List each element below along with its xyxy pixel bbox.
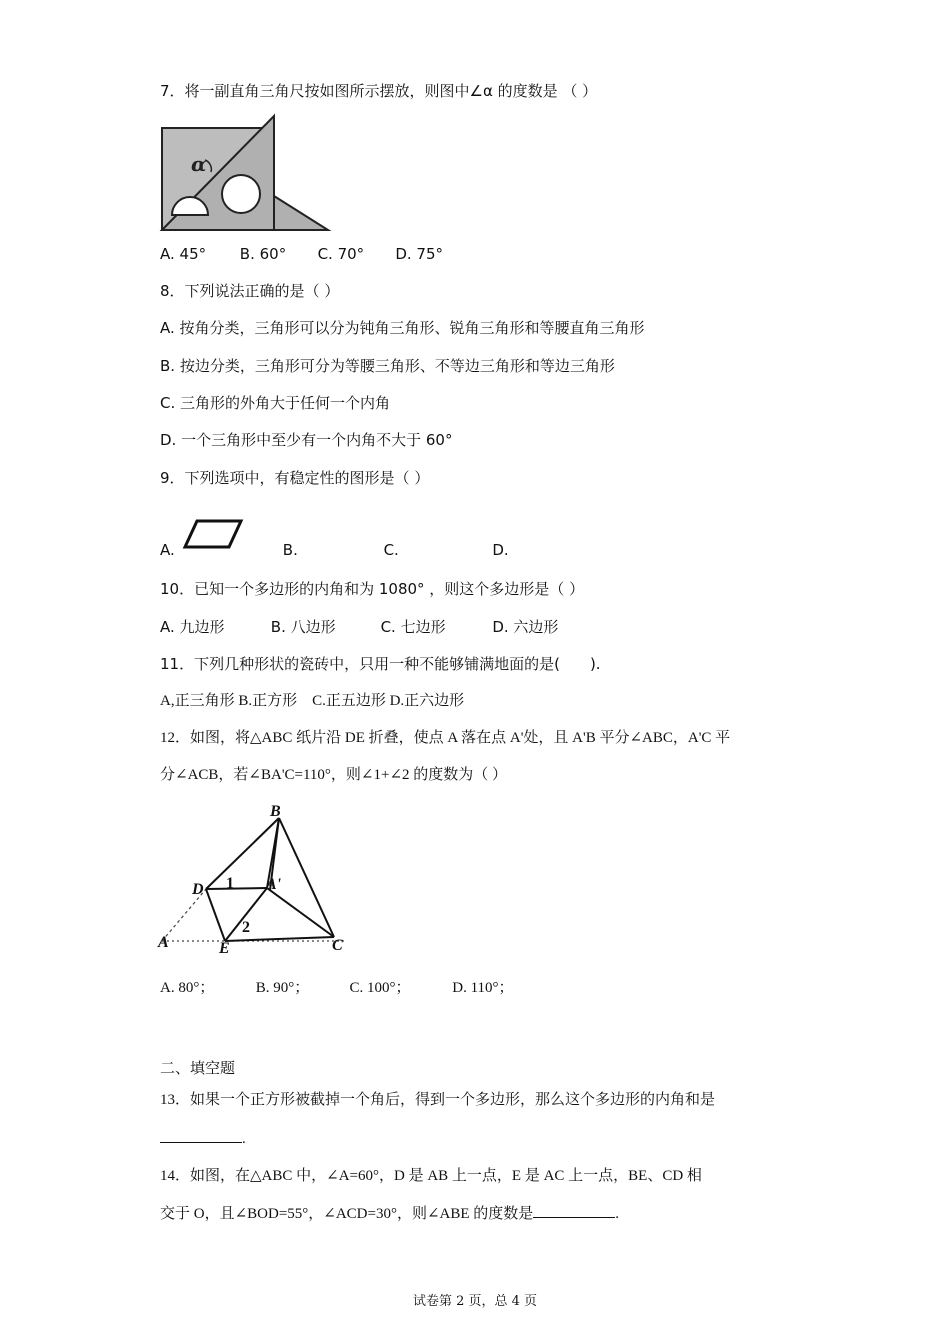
segment-dap bbox=[206, 888, 267, 889]
q14-answer-blank[interactable] bbox=[533, 1203, 615, 1218]
q12-stem-line1: 12．如图，将△ABC 纸片沿 DE 折叠，使点 A 落在点 A'处，且 A'B 平分∠ABC，A'C 平 bbox=[160, 730, 731, 746]
q14-stem-text: 交于 O，且∠BOD=55°，∠ACD=30°，则∠ABE 的度数是 bbox=[160, 1206, 534, 1222]
page-footer: 试卷第 2 页，总 4 页 bbox=[412, 1294, 538, 1309]
label-2: 2 bbox=[242, 919, 250, 936]
option-a[interactable]: A. 80°； bbox=[160, 980, 215, 996]
q9-stem: 9．下列选项中，有稳定性的图形是（ ） bbox=[160, 469, 430, 487]
alpha-label: α bbox=[191, 152, 207, 176]
option-d[interactable]: D. 75° bbox=[395, 245, 444, 263]
q13-stem-line1: 13．如果一个正方形被截掉一个角后，得到一个多边形，那么这个多边形的内角和是 bbox=[160, 1092, 716, 1108]
option-b[interactable]: B. bbox=[282, 541, 298, 559]
label-c: C bbox=[332, 937, 343, 954]
q12-options bbox=[160, 978, 514, 998]
label-1: 1 bbox=[226, 875, 234, 892]
q7-figure bbox=[160, 112, 330, 232]
circle-cutout bbox=[222, 175, 260, 213]
q8-option-d[interactable]: D. 一个三角形中至少有一个内角不大于 60° bbox=[160, 431, 453, 449]
segment-apc bbox=[267, 888, 334, 937]
q14-stem-line2 bbox=[160, 1203, 619, 1224]
section-title: 二、填空题 bbox=[160, 1059, 236, 1077]
q7-options bbox=[160, 244, 443, 264]
q8-option-a[interactable]: A. 按角分类，三角形可以分为钝角三角形、锐角三角形和等腰直角三角形 bbox=[160, 319, 645, 337]
q13-period: . bbox=[242, 1131, 246, 1147]
q14-stem-line1: 14．如图，在△ABC 中，∠A=60°，D 是 AB 上一点，E 是 AC 上一点，BE、CD 相 bbox=[160, 1168, 702, 1184]
q13-stem-line2 bbox=[160, 1128, 246, 1149]
q11-options[interactable]: A,正三角形 B.正方形 C.正五边形 D.正六边形 bbox=[160, 693, 465, 709]
label-a: A bbox=[158, 934, 169, 951]
triangle-ruler-small bbox=[274, 196, 328, 230]
q7-stem: 7．将一副直角三角尺按如图所示摆放，则图中∠α 的度数是 （ ） bbox=[160, 82, 598, 100]
q13-answer-blank[interactable] bbox=[160, 1128, 242, 1143]
q12-stem-line2: 分∠ACB，若∠BA'C=110°，则∠1+∠2 的度数为（ ） bbox=[160, 767, 508, 783]
option-a[interactable]: A. 九边形 bbox=[160, 618, 225, 636]
q8-option-c[interactable]: C. 三角形的外角大于任何一个内角 bbox=[160, 394, 391, 412]
label-b: B bbox=[270, 803, 281, 820]
option-b[interactable]: B. 60° bbox=[239, 245, 287, 263]
q10-options bbox=[160, 617, 558, 637]
q12-figure bbox=[158, 800, 358, 960]
option-c[interactable]: C. 100°； bbox=[349, 980, 411, 996]
q8-option-b[interactable]: B. 按边分类，三角形可分为等腰三角形、不等边三角形和等边三角形 bbox=[160, 357, 615, 375]
label-d: D bbox=[192, 881, 204, 898]
q8-stem: 8．下列说法正确的是（ ） bbox=[160, 282, 340, 300]
segment-de bbox=[206, 889, 225, 941]
q11-stem: 11．下列几种形状的瓷砖中，只用一种不能够铺满地面的是( ). bbox=[160, 655, 601, 673]
q10-stem: 10．已知一个多边形的内角和为 1080° ，则这个多边形是（ ） bbox=[160, 580, 585, 598]
option-d[interactable]: D. bbox=[492, 541, 509, 559]
segment-bc bbox=[279, 818, 334, 937]
option-a[interactable]: A. 45° bbox=[160, 245, 207, 263]
option-c[interactable]: C. bbox=[383, 541, 399, 559]
label-e: E bbox=[219, 940, 230, 957]
option-c[interactable]: C. 七边形 bbox=[380, 618, 446, 636]
option-a[interactable]: A. bbox=[160, 541, 175, 559]
option-d[interactable]: D. 110°； bbox=[452, 980, 514, 996]
q14-period: . bbox=[615, 1206, 620, 1222]
option-d[interactable]: D. 六边形 bbox=[492, 618, 559, 636]
q9-options bbox=[160, 540, 509, 560]
option-c[interactable]: C. 70° bbox=[317, 245, 365, 263]
option-b[interactable]: B. 八边形 bbox=[270, 618, 336, 636]
label-a-prime: A' bbox=[266, 876, 282, 893]
option-b[interactable]: B. 90°； bbox=[255, 980, 310, 996]
